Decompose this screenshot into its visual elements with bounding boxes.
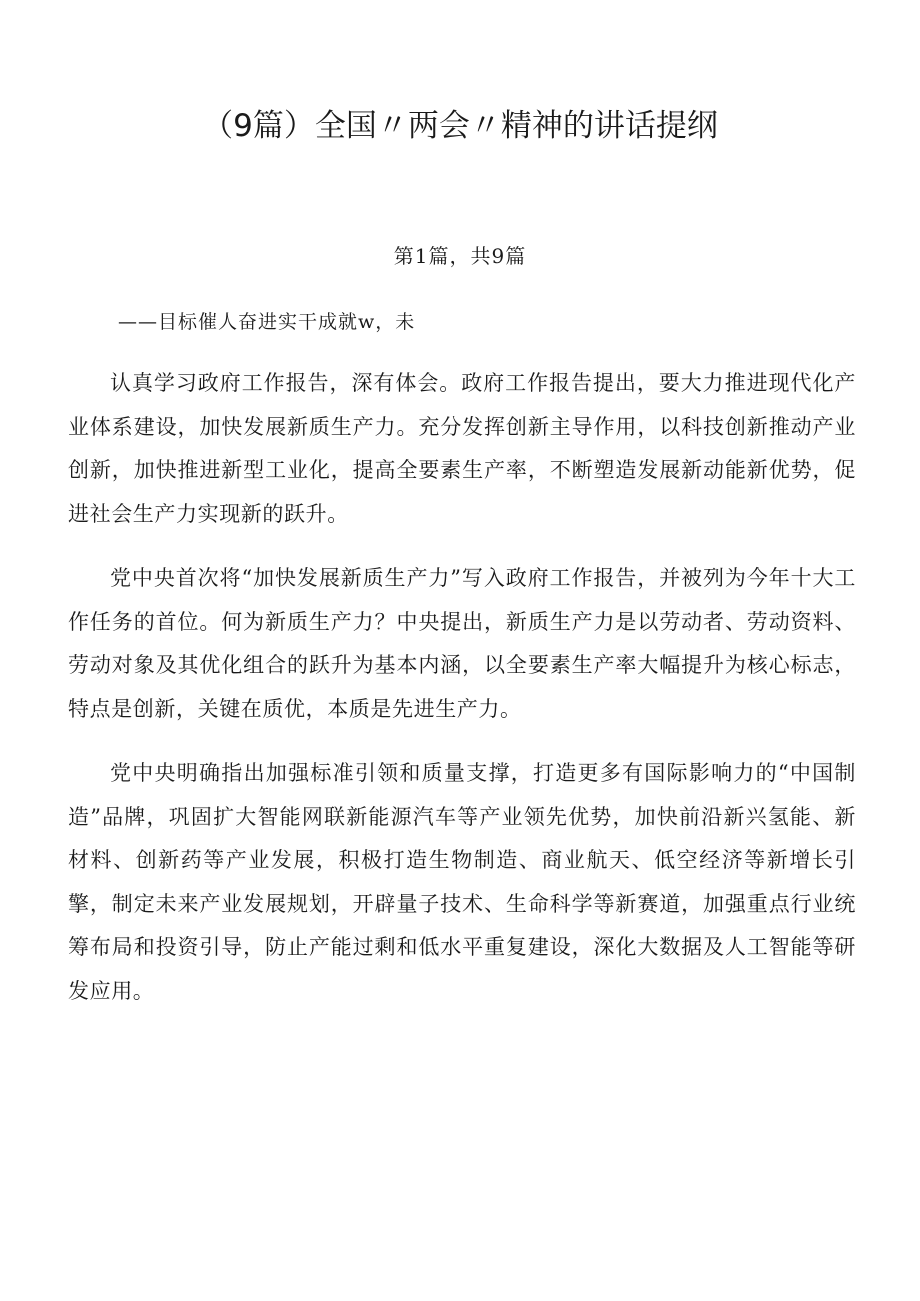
body-paragraph-2: 党中央首次将“加快发展新质生产力”写入政府工作报告，并被列为今年十大工作任务的首位。何为新质生产力？中央提出，新质生产力是以劳动者、劳动资料、劳动对象及其优化组合的跃升为基本内涵，以全要素生产率大幅提升为核心标志，特点是创新，关键在质优，本质是先进生产力。 bbox=[68, 566, 856, 721]
subtitle: ——目标催人奋进实干成就w，未 bbox=[118, 311, 416, 333]
body-paragraph-1: 认真学习政府工作报告，深有体会。政府工作报告提出，要大力推进现代化产业体系建设，加快发展新质生产力。充分发挥创新主导作用，以科技创新推动产业创新，加快推进新型工业化，提高全要素生产率，不断塑造发展新动能新优势，促进社会生产力实现新的跃升。 bbox=[68, 371, 856, 526]
document-title: （9篇）全国〃两会〃精神的讲话提纲 bbox=[202, 108, 718, 144]
body-paragraph-3: 党中央明确指出加强标准引领和质量支撑，打造更多有国际影响力的“中国制造”品牌，巩固扩大智能网联新能源汽车等产业领先优势，加快前沿新兴氢能、新材料、创新药等产业发展，积极打造生物制造、商业航天、低空经济等新增长引擎，制定未来产业发展规划，开辟量子技术、生命科学等新赛道，加强重点行业统筹布局和投资引导，防止产能过剩和低水平重复建设，深化大数据及人工智能等研发应用。 bbox=[68, 761, 856, 1003]
part-heading: 第1篇，共9篇 bbox=[393, 244, 527, 268]
